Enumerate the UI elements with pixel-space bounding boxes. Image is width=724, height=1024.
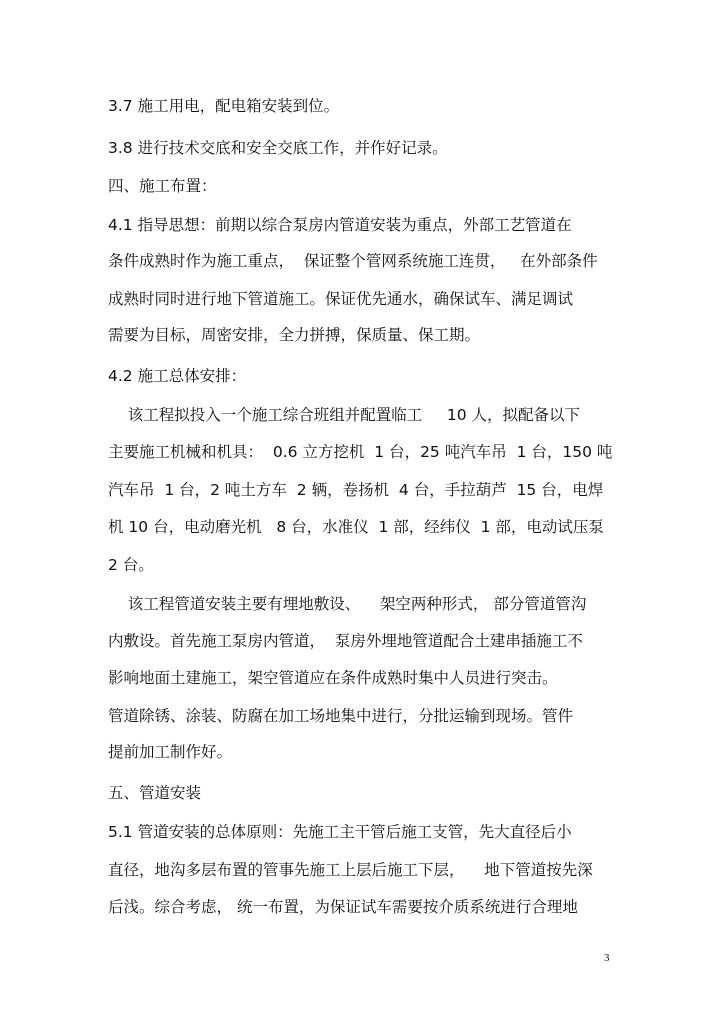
section-heading-4: 四、施工布置： xyxy=(108,177,217,195)
text-line-para2-a: 该工程管道安装主要有埋地敷设、 架空两种形式， 部分管道管沟 xyxy=(108,595,587,613)
text-line-4-2: 4.2 施工总体安排： xyxy=(108,367,247,385)
text-line-3-8: 3.8 进行技术交底和安全交底工作，并作好记录。 xyxy=(108,139,448,157)
text-line-5-1-a: 5.1 管道安装的总体原则：先施工主干管后施工支管，先大直径后小 xyxy=(108,823,572,841)
text-line-4-1-a: 4.1 指导思想：前期以综合泵房内管道安装为重点，外部工艺管道在 xyxy=(108,216,572,234)
text-line-4-1-c: 成熟时同时进行地下管道施工。保证优先通水，确保试车、满足调试 xyxy=(108,290,574,308)
text-line-4-1-d: 需要为目标，周密安排，全力拼搏，保质量、保工期。 xyxy=(108,326,481,344)
text-line-para-a: 该工程拟投入一个施工综合班组并配置临工 10 人，拟配备以下 xyxy=(108,406,580,424)
text-line-para-b: 主要施工机械和机具： 0.6 立方挖机 1 台，25 吨汽车吊 1 台，150 吨 xyxy=(108,443,613,461)
text-line-para2-c: 影响地面土建施工，架空管道应在条件成熟时集中人员进行突击。 xyxy=(108,669,558,687)
page-number: 3 xyxy=(604,952,610,964)
text-line-3-7: 3.7 施工用电，配电箱安装到位。 xyxy=(108,97,340,115)
section-heading-5: 五、管道安装 xyxy=(108,784,202,802)
text-line-para-c: 汽车吊 1 台，2 吨土方车 2 辆，卷扬机 4 台，手拉葫芦 15 台，电焊 xyxy=(108,481,604,499)
text-line-para-e: 2 台。 xyxy=(108,556,154,574)
text-line-5-1-c: 后浅。综合考虑， 统一布置，为保证试车需要按介质系统进行合理地 xyxy=(108,898,578,916)
text-line-para-d: 机 10 台，电动磨光机 8 台，水准仪 1 部，经纬仪 1 部，电动试压泵 xyxy=(108,518,604,536)
text-line-4-1-b: 条件成熟时作为施工重点， 保证整个管网系统施工连贯， 在外部条件 xyxy=(108,252,598,270)
text-line-para2-b: 内敷设。首先施工泵房内管道， 泵房外埋地管道配合土建串插施工不 xyxy=(108,632,583,650)
text-line-para3-b: 提前加工制作好。 xyxy=(108,743,233,761)
text-line-5-1-b: 直径，地沟多层布置的管事先施工上层后施工下层， 地下管道按先深 xyxy=(108,861,593,879)
text-line-para3-a: 管道除锈、涂装、防腐在加工场地集中进行，分批运输到现场。管件 xyxy=(108,707,574,725)
